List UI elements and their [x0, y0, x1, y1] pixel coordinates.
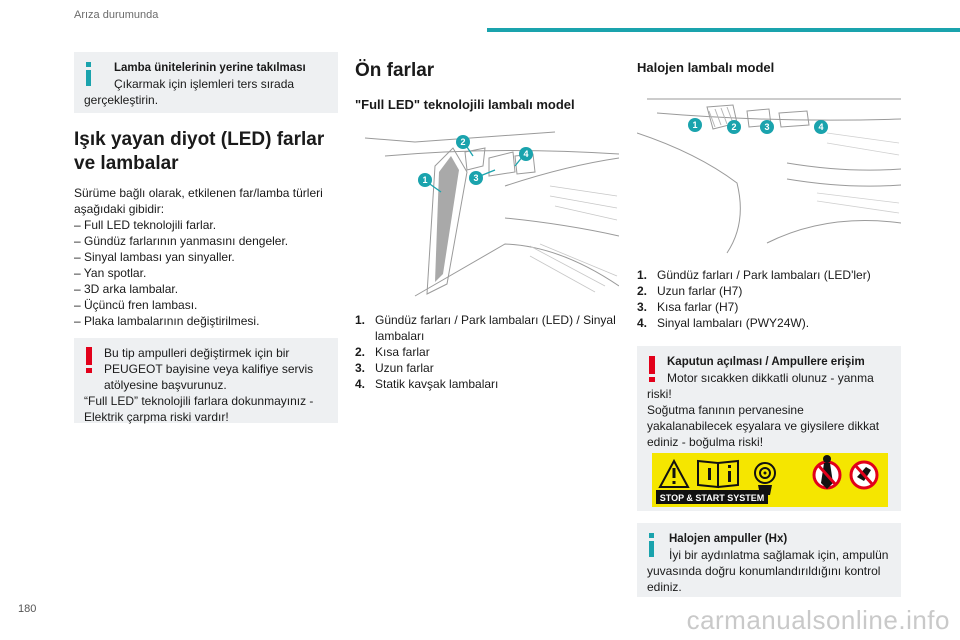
list-item: – 3D arka lambalar. [74, 282, 179, 296]
section-heading-front-lights: Ön farlar [355, 60, 435, 81]
list-item: – Üçüncü fren lambası. [74, 298, 198, 312]
list-item: 3. Uzun farlar [355, 361, 434, 375]
list-item: 4. Sinyal lambaları (PWY24W). [637, 316, 810, 330]
page-number: 180 [18, 603, 37, 615]
full-led-headlamp-illustration [355, 126, 619, 298]
list-item: – Plaka lambalarının değiştirilmesi. [74, 314, 260, 328]
led-list [74, 217, 338, 329]
warning-exclamation-icon [649, 356, 655, 382]
list-item: 1. Gündüz farları / Park lambaları (LED) / Sinyal lambaları [355, 313, 616, 343]
warning-text-1: Motor sıcakken dikkatli olunuz - yanma riski! [647, 371, 874, 401]
warning-title: Kaputun açılması / Ampullere erişim [667, 356, 865, 368]
callout-label: 2 [460, 137, 466, 147]
no-hand-icon [851, 462, 877, 488]
warning-box-led [74, 338, 338, 423]
callout-label: 1 [422, 175, 428, 185]
list-item: – Sinyal lambası yan sinyaller. [74, 250, 235, 264]
column-middle [355, 52, 619, 392]
list-item: 4. Statik kavşak lambaları [355, 377, 499, 391]
info-box-text: İyi bir aydınlatma sağlamak için, ampulün yuvasında doğru konumlandırıldığını kontrol ediniz. [647, 548, 889, 594]
section-title: Arıza durumunda [74, 9, 159, 21]
callout-label: 2 [731, 122, 737, 132]
column-right [637, 52, 901, 597]
list-item: 2. Uzun farlar (H7) [637, 284, 743, 298]
info-box-title: Halojen ampuller (Hx) [669, 533, 788, 545]
list-item: 3. Kısa farlar (H7) [637, 300, 739, 314]
list-item: – Gündüz farlarının yanmasını dengeler. [74, 234, 289, 248]
list-item: 1. Gündüz farları / Park lambaları (LED'ler) [637, 268, 871, 282]
sticker-label: STOP & START SYSTEM [659, 493, 765, 503]
warning-box-bonnet [637, 346, 901, 511]
watermark: carmanualsonline.info [686, 605, 950, 635]
warning-triangle-icon [660, 461, 688, 487]
sticker-pictograms [652, 453, 888, 507]
subheading-full-led: "Full LED" teknolojili lambalı model [355, 97, 575, 112]
section-heading-led: Işık yayan diyot (LED) farlar ve lambalar [74, 129, 325, 174]
manual-book-icon [698, 461, 738, 487]
callout-label: 4 [523, 149, 529, 159]
led-intro: Sürüme bağlı olarak, etkilenen far/lamba türleri aşağıdaki gibidir: [74, 186, 323, 216]
callout-label: 3 [764, 122, 770, 132]
no-tie-icon [814, 455, 840, 489]
header-accent-bar [487, 28, 960, 32]
headlamp-drawing [637, 93, 901, 255]
stop-start-warning-sticker [652, 453, 888, 507]
headlamp-drawing [355, 126, 619, 298]
list-item: – Full LED teknolojili farlar. [74, 218, 217, 232]
callout-label: 3 [473, 173, 479, 183]
column-left [74, 52, 338, 423]
info-box-text: Çıkarmak için işlemleri ters sırada gerçekleştirin. [84, 77, 295, 107]
warning-text-2: “Full LED” teknolojili farlara dokunmayınız - Elektrik çarpma riski vardır! [84, 394, 314, 424]
list-item: 2. Kısa farlar [355, 345, 430, 359]
warning-text-1: Bu tip ampulleri değiştirmek için bir PEUGEOT bayisine veya kalifiye servis atölyesine başvurunuz. [104, 346, 314, 392]
info-box-title: Lamba ünitelerinin yerine takılması [114, 62, 306, 74]
info-icon [86, 62, 91, 86]
halogen-legend [637, 267, 901, 331]
warning-exclamation-icon [86, 347, 92, 373]
info-icon [649, 533, 654, 557]
list-item: – Yan spotlar. [74, 266, 147, 280]
subheading-halogen: Halojen lambalı model [637, 60, 775, 75]
callout-label: 1 [692, 120, 698, 130]
full-led-legend [355, 312, 619, 392]
callout-label: 4 [818, 122, 824, 132]
halogen-headlamp-illustration [637, 93, 901, 255]
info-box-reassembly [74, 52, 338, 113]
warning-text-2: Soğutma fanının pervanesine yakalanabilecek eşyalara ve giysilere dikkat ediniz - boğulma riski! [647, 403, 880, 449]
info-box-halogen [637, 523, 901, 597]
